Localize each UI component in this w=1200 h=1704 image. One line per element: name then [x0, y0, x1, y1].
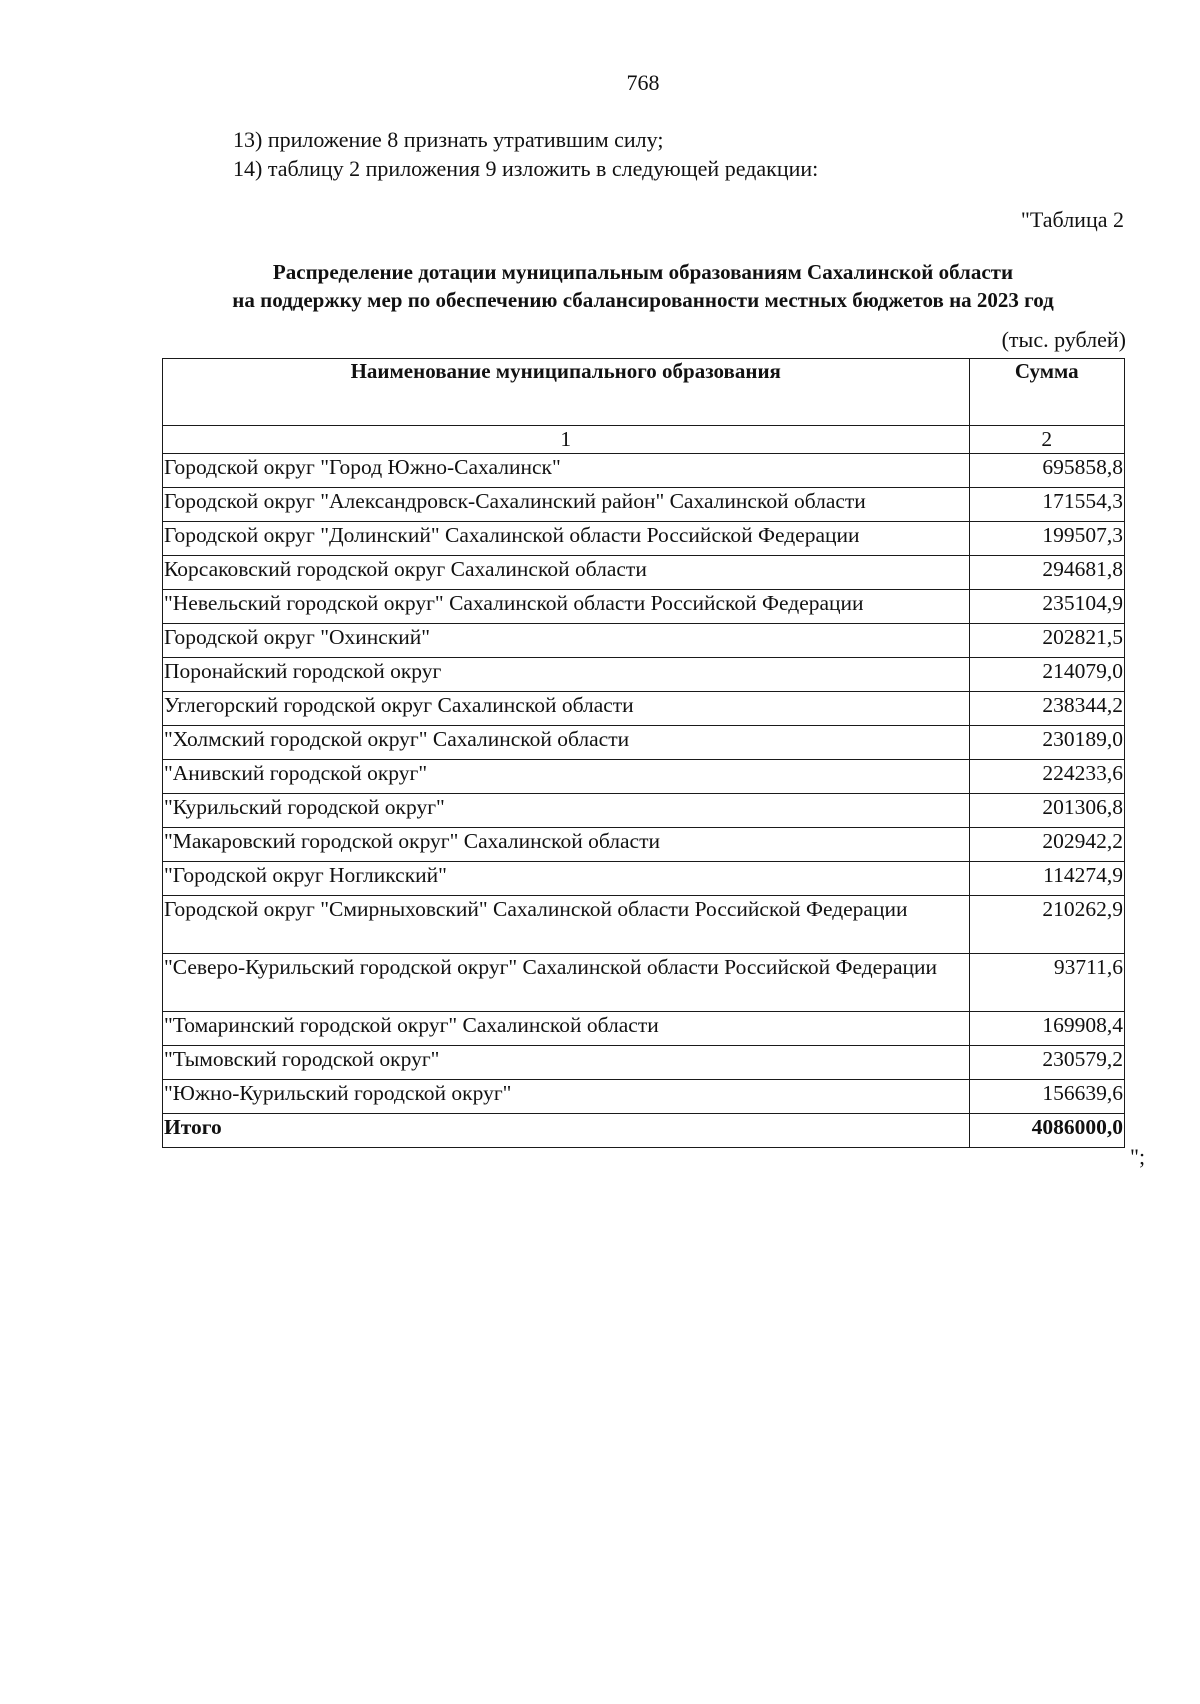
- page-number: 768: [626, 70, 660, 95]
- total-row: [163, 1114, 1125, 1148]
- municipality-name: "Анивский городской округ": [163, 760, 970, 794]
- table-row: [163, 624, 1125, 658]
- table-row: [163, 760, 1125, 794]
- municipality-name: "Тымовский городской округ": [163, 1046, 970, 1080]
- document-title: [160, 258, 1126, 314]
- table-row: [163, 726, 1125, 760]
- amount-cell: 114274,9: [969, 862, 1125, 896]
- municipality-name: Городской округ "Долинский" Сахалинской области Российской Федерации: [163, 522, 970, 556]
- table-row: [163, 522, 1125, 556]
- amount-cell: 201306,8: [969, 794, 1125, 828]
- municipality-name: Углегорский городской округ Сахалинской области: [163, 692, 970, 726]
- table-row: [163, 590, 1125, 624]
- table-row: [163, 1012, 1125, 1046]
- amount-cell: 210262,9: [969, 896, 1125, 954]
- amount-cell: 230189,0: [969, 726, 1125, 760]
- table-row: [163, 1080, 1125, 1114]
- municipality-name: Поронайский городской округ: [163, 658, 970, 692]
- title-line-2: на поддержку мер по обеспечению сбалансированности местных бюджетов на 2023 год: [232, 288, 1054, 312]
- distribution-table: [162, 358, 1125, 1148]
- table-row: [163, 954, 1125, 1012]
- table-row: [163, 658, 1125, 692]
- units-label: (тыс. рублей): [1001, 327, 1126, 352]
- amendment-item-14: 14) таблицу 2 приложения 9 изложить в следующей редакции:: [233, 156, 819, 181]
- municipality-name: "Холмский городской округ" Сахалинской области: [163, 726, 970, 760]
- amount-cell: 294681,8: [969, 556, 1125, 590]
- amendment-item-13: 13) приложение 8 признать утратившим силу;: [233, 127, 664, 152]
- amount-cell: 238344,2: [969, 692, 1125, 726]
- total-label: Итого: [163, 1114, 970, 1148]
- table-caption: "Таблица 2: [1020, 207, 1124, 232]
- total-sum: 4086000,0: [969, 1114, 1125, 1148]
- column-number-row: [163, 426, 1125, 454]
- amount-cell: 169908,4: [969, 1012, 1125, 1046]
- table-row: [163, 556, 1125, 590]
- column-number: 1: [163, 426, 970, 454]
- column-number: 2: [969, 426, 1125, 454]
- table-row: [163, 454, 1125, 488]
- amount-cell: 202942,2: [969, 828, 1125, 862]
- table-row: [163, 488, 1125, 522]
- table-row: [163, 794, 1125, 828]
- municipality-name: "Макаровский городской округ" Сахалинской области: [163, 828, 970, 862]
- amount-cell: 214079,0: [969, 658, 1125, 692]
- amount-cell: 93711,6: [969, 954, 1125, 1012]
- municipality-name: "Городской округ Ногликский": [163, 862, 970, 896]
- amount-cell: 230579,2: [969, 1046, 1125, 1080]
- municipality-name: Городской округ "Охинский": [163, 624, 970, 658]
- table-row: [163, 1046, 1125, 1080]
- municipality-name: "Томаринский городской округ" Сахалинской области: [163, 1012, 970, 1046]
- municipality-name: Городской округ "Город Южно-Сахалинск": [163, 454, 970, 488]
- table-row: [163, 862, 1125, 896]
- amount-cell: 156639,6: [969, 1080, 1125, 1114]
- title-line-1: Распределение дотации муниципальным образованиям Сахалинской области: [272, 260, 1014, 284]
- amount-cell: 202821,5: [969, 624, 1125, 658]
- table-row: [163, 828, 1125, 862]
- column-header-name: Наименование муниципального образования: [163, 359, 970, 426]
- table-row: [163, 896, 1125, 954]
- municipality-name: "Курильский городской округ": [163, 794, 970, 828]
- amount-cell: 199507,3: [969, 522, 1125, 556]
- table-row: [163, 692, 1125, 726]
- municipality-name: Городской округ "Александровск-Сахалинский район" Сахалинской области: [163, 488, 970, 522]
- amount-cell: 171554,3: [969, 488, 1125, 522]
- table-header-row: [163, 359, 1125, 426]
- column-header-sum: Сумма: [969, 359, 1125, 426]
- municipality-name: "Невельский городской округ" Сахалинской области Российской Федерации: [163, 590, 970, 624]
- amount-cell: 695858,8: [969, 454, 1125, 488]
- table-body: [163, 454, 1125, 1114]
- municipality-name: "Южно-Курильский городской округ": [163, 1080, 970, 1114]
- amount-cell: 224233,6: [969, 760, 1125, 794]
- municipality-name: Корсаковский городской округ Сахалинской области: [163, 556, 970, 590]
- amount-cell: 235104,9: [969, 590, 1125, 624]
- municipality-name: "Северо-Курильский городской округ" Сахалинской области Российской Федерации: [163, 954, 970, 1012]
- municipality-name: Городской округ "Смирныховский" Сахалинской области Российской Федерации: [163, 896, 970, 954]
- closing-quote: ";: [1130, 1144, 1146, 1169]
